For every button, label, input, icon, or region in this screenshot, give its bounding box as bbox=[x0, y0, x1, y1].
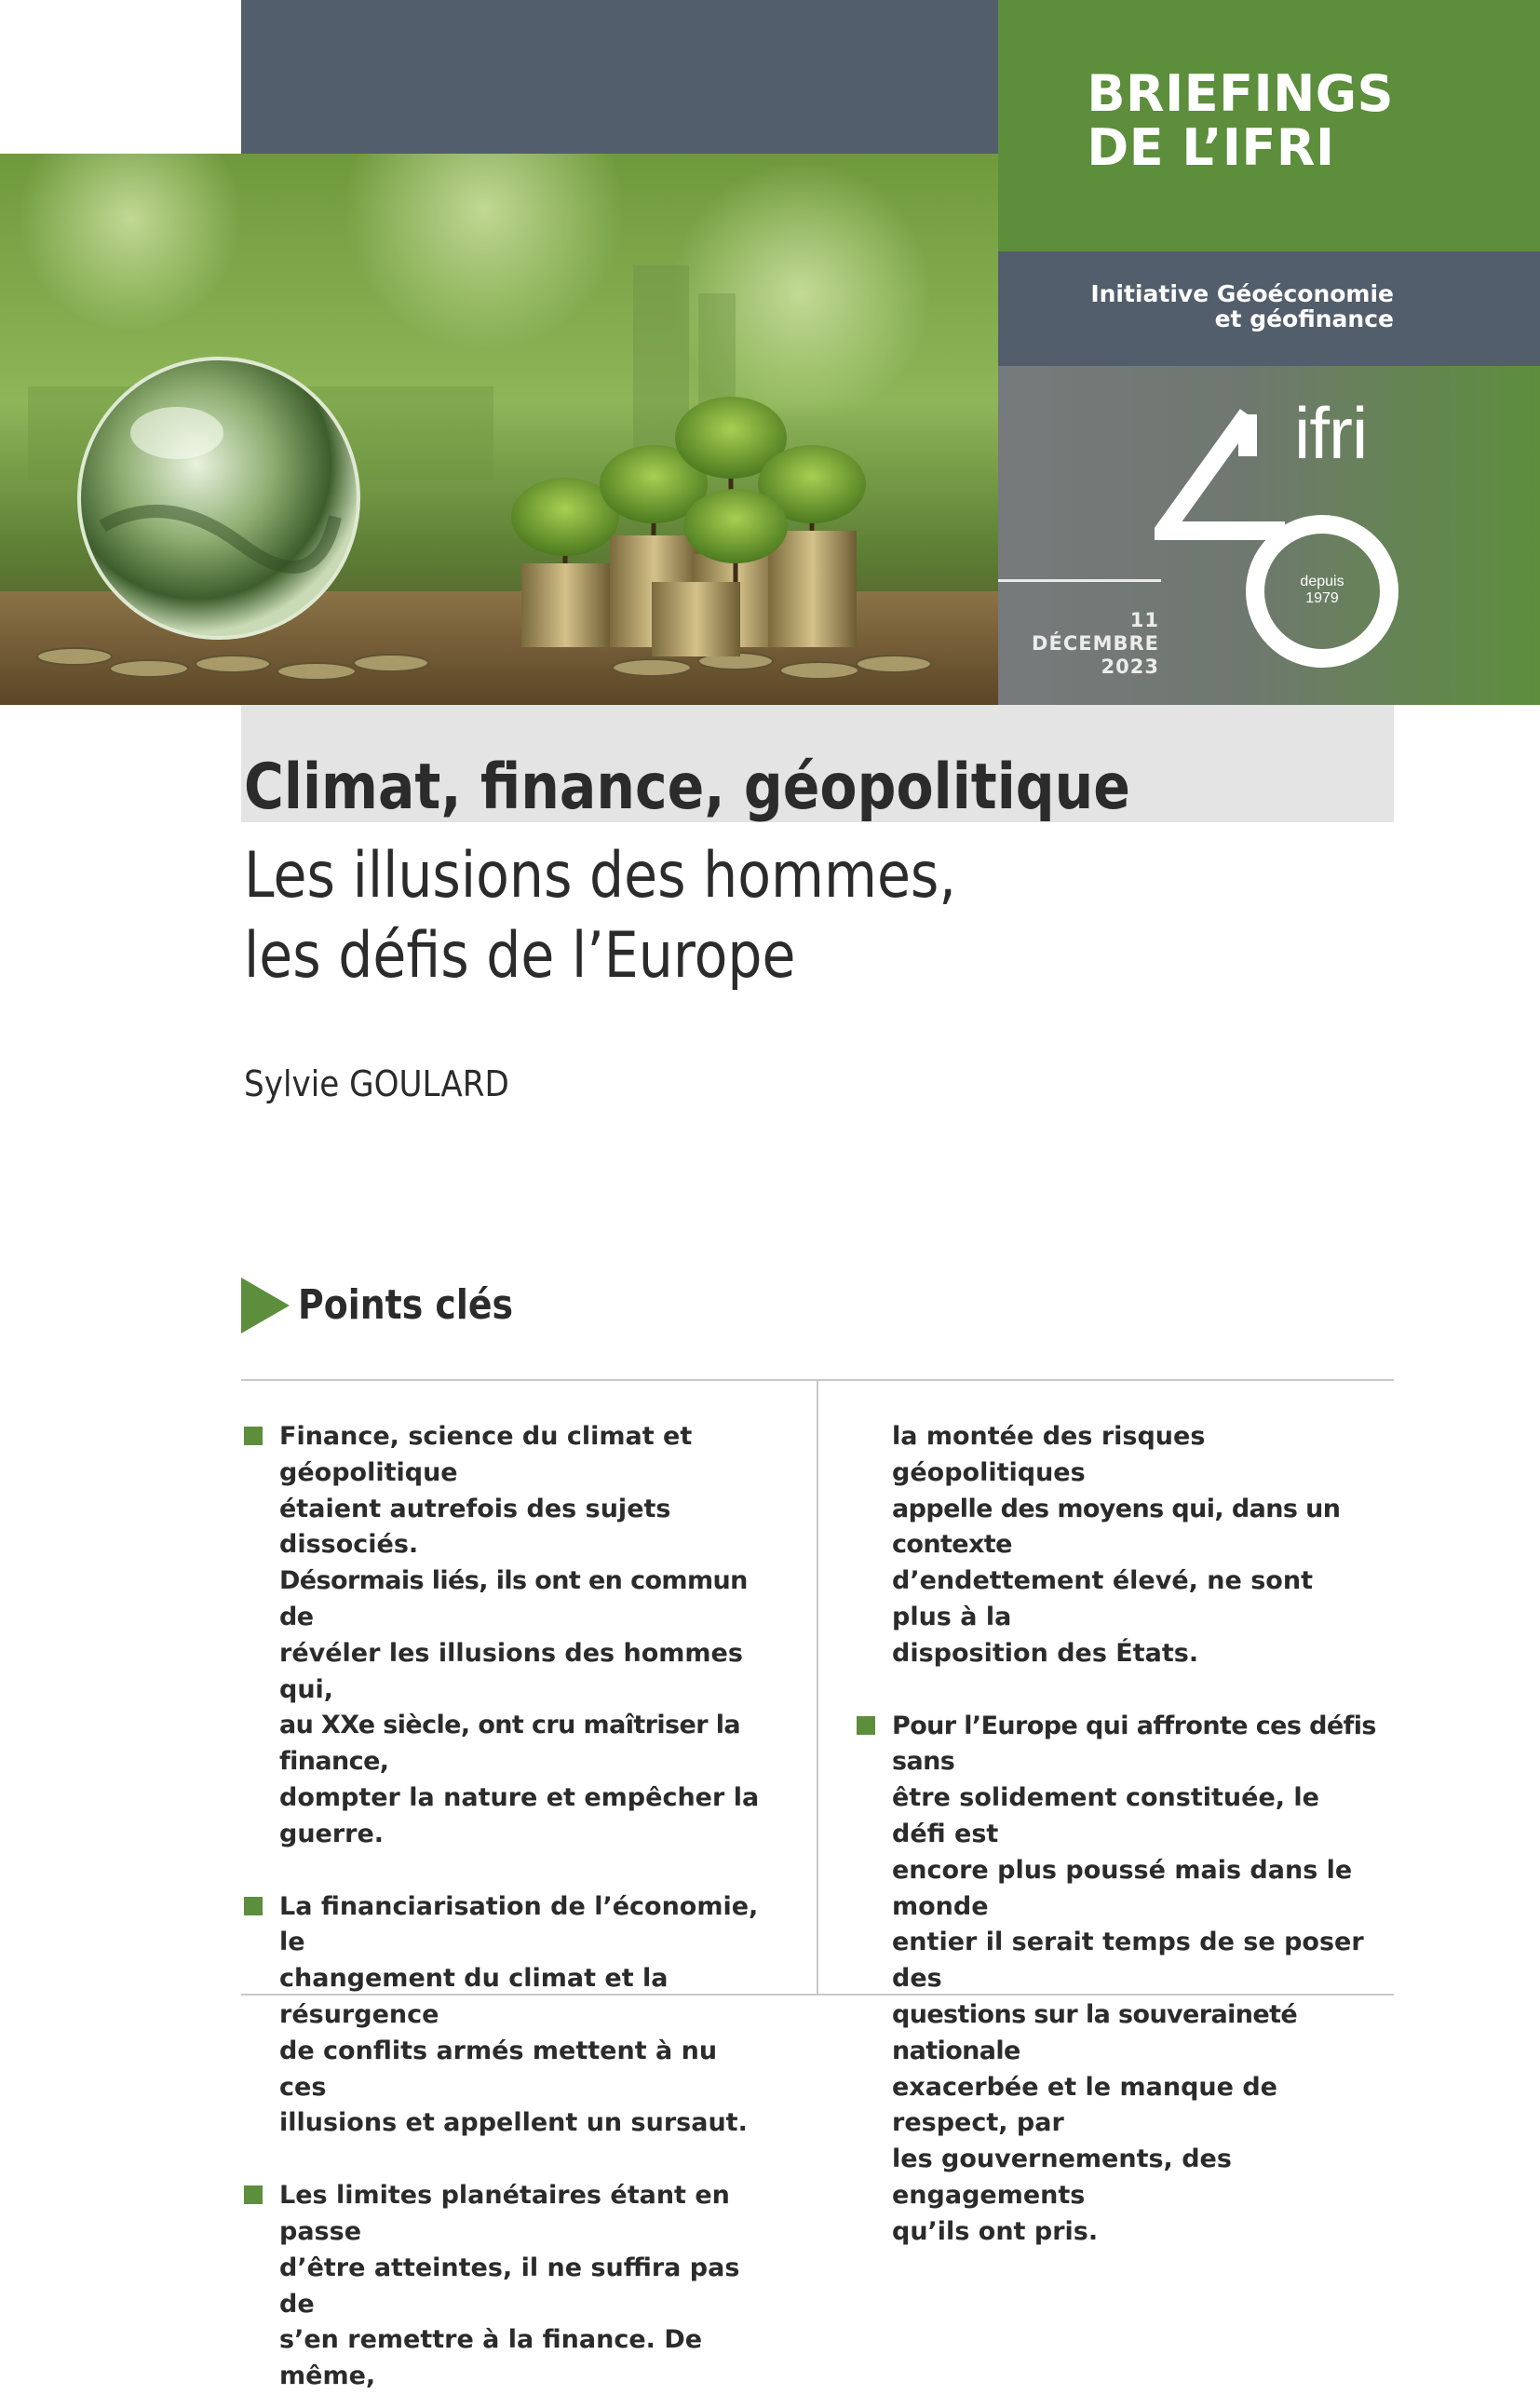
key-point-line: illusions et appellent un sursaut. bbox=[279, 2108, 748, 2138]
column-divider bbox=[817, 1381, 818, 1994]
key-point-line: d’endettement élevé, ne sont plus à la bbox=[892, 1566, 1313, 1631]
points-cles-heading: Points clés bbox=[298, 1281, 514, 1329]
key-point-2 bbox=[244, 1889, 765, 2143]
key-point-line: révéler les illusions des hommes qui, bbox=[279, 1638, 743, 1704]
key-point-line: dompter la nature et empêcher la guerre. bbox=[279, 1782, 760, 1848]
key-point-line: La financiarisation de l’économie, le bbox=[279, 1891, 759, 1957]
key-point-3 bbox=[244, 2178, 765, 2395]
logo-since-label bbox=[1285, 574, 1359, 607]
key-point-line: entier il serait temps de se poser des bbox=[892, 1928, 1364, 1994]
green-square-bullet-icon bbox=[857, 1716, 875, 1735]
key-point-line: être solidement constituée, le défi est bbox=[892, 1783, 1319, 1848]
key-point-1 bbox=[244, 1419, 765, 1853]
key-point-line: étaient autrefois des sujets dissociés. bbox=[279, 1494, 671, 1560]
subtitle-line-1: Les illusions des hommes, bbox=[244, 839, 956, 913]
key-point-line: appelle des moyens qui, dans un contexte bbox=[892, 1494, 1341, 1560]
key-points-left-column bbox=[244, 1419, 765, 2395]
key-point-line: qu’ils ont pris. bbox=[892, 2216, 1099, 2246]
key-points-right-column bbox=[857, 1419, 1378, 2251]
publication-date bbox=[1024, 609, 1159, 679]
initiative-line-2: et géofinance bbox=[1214, 305, 1394, 332]
key-point-3-continued bbox=[857, 1419, 1378, 1672]
key-point-line: Finance, science du climat et géopolitique bbox=[279, 1422, 693, 1487]
key-point-line: d’être atteintes, il ne suffira pas de bbox=[279, 2253, 740, 2319]
key-point-line: les gouvernements, des engagements bbox=[892, 2145, 1232, 2210]
date-year: 2023 bbox=[1101, 656, 1159, 678]
hero-photo bbox=[0, 154, 998, 705]
date-month: DÉCEMBRE bbox=[1032, 632, 1159, 655]
key-point-line: la montée des risques géopolitiques bbox=[892, 1422, 1206, 1487]
subtitle-line-2: les défis de l’Europe bbox=[244, 919, 796, 993]
key-point-line: Les limites planétaires étant en passe bbox=[279, 2181, 730, 2246]
green-square-bullet-icon bbox=[244, 1427, 263, 1445]
key-point-line: Pour l’Europe qui affronte ces défis sans bbox=[892, 1711, 1376, 1777]
green-square-bullet-icon bbox=[244, 1897, 263, 1915]
green-square-bullet-icon bbox=[244, 2185, 263, 2204]
key-point-line: changement du climat et la résurgence bbox=[279, 1964, 669, 2029]
date-divider bbox=[998, 579, 1161, 582]
ifri-40-logo-icon bbox=[1155, 400, 1406, 680]
series-title-line-2: DE L’IFRI bbox=[1087, 118, 1335, 177]
series-title bbox=[1087, 64, 1394, 177]
key-point-line: Désormais liés, ils ont en commun de bbox=[279, 1566, 748, 1631]
logo-since-word: depuis bbox=[1300, 574, 1344, 589]
document-title: Climat, finance, géopolitique bbox=[244, 751, 1130, 824]
key-point-line: exacerbée et le manque de respect, par bbox=[892, 2072, 1277, 2138]
series-title-line-1: BRIEFINGS bbox=[1087, 64, 1394, 123]
date-day: 11 bbox=[1129, 609, 1159, 631]
initiative-line-1: Initiative Géoéconomie bbox=[1090, 280, 1394, 307]
header-slate-band bbox=[241, 0, 998, 154]
play-arrow-icon bbox=[241, 1278, 290, 1333]
key-point-line: s’en remettre à la finance. De même, bbox=[279, 2325, 703, 2391]
key-point-line: de conflits armés mettent à nu ces bbox=[279, 2036, 718, 2102]
document-subtitle bbox=[244, 836, 956, 996]
ifri-logo-text: ifri bbox=[1294, 392, 1368, 474]
key-point-line: encore plus poussé mais dans le monde bbox=[892, 1855, 1353, 1921]
author-name: Sylvie GOULARD bbox=[244, 1063, 509, 1104]
key-point-4 bbox=[857, 1709, 1378, 2251]
logo-since-year: 1979 bbox=[1305, 590, 1339, 606]
initiative-label bbox=[1090, 281, 1394, 332]
key-point-line: questions sur la souveraineté nationale bbox=[892, 1999, 1298, 2065]
key-point-line: au XXe siècle, ont cru maîtriser la finance, bbox=[279, 1711, 741, 1777]
key-point-line: disposition des États. bbox=[892, 1638, 1199, 1668]
